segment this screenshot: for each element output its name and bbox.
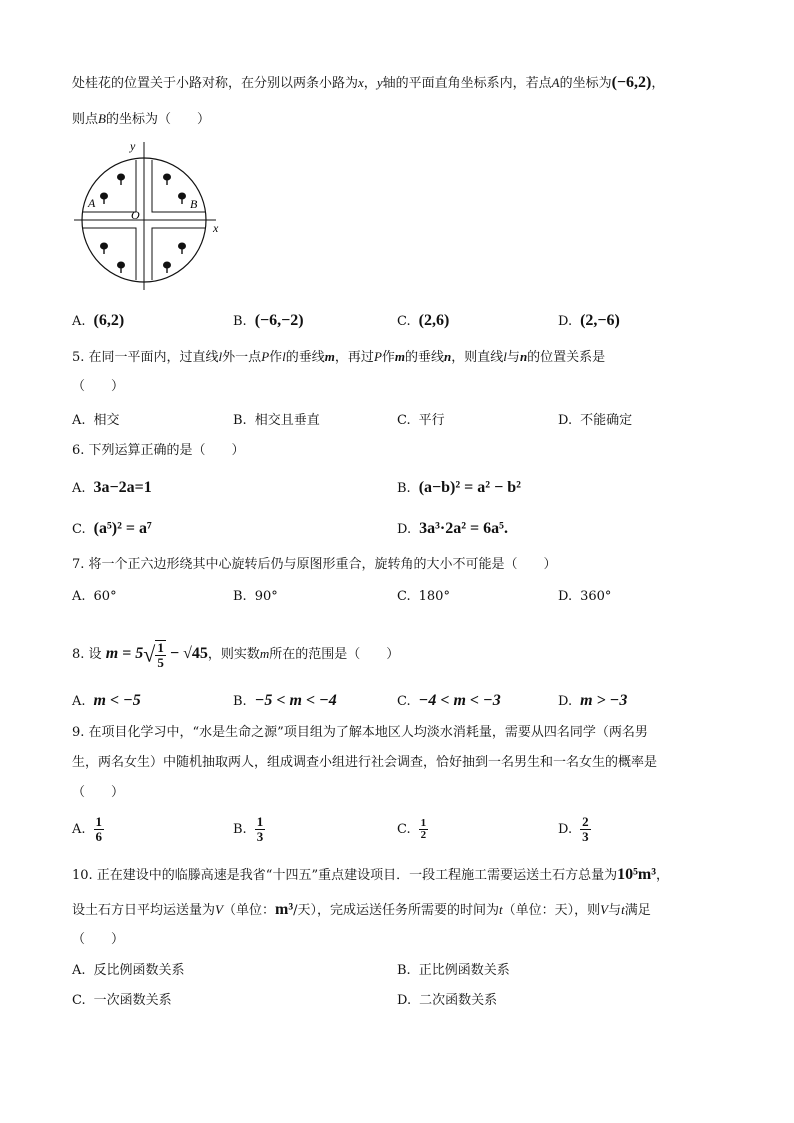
q7-option-b[interactable]: B. 90°: [233, 589, 278, 604]
q4-option-a[interactable]: A. (6,2): [72, 312, 125, 329]
q6-option-d[interactable]: D. 3a³·2a² = 6a⁵.: [397, 520, 508, 537]
q9-option-c[interactable]: C. $\frac{1}{2}$: [397, 817, 427, 841]
x-axis-label: x: [213, 221, 219, 235]
q4-figure: [70, 136, 230, 296]
q5-option-b[interactable]: B. 相交且垂直: [233, 413, 320, 428]
q10-option-a[interactable]: A. 反比例函数关系: [72, 963, 185, 978]
q5-stem-line2: （ ）: [72, 379, 125, 394]
fraction: $\frac{2}{3}$: [582, 814, 589, 844]
tree-icon: [100, 193, 108, 205]
q6-option-a[interactable]: A. 3a−2a=1: [72, 479, 152, 496]
tree-icon: [163, 262, 171, 274]
q10-stem-line1: 10. 正在建设中的临滕高速是我省“十四五”重点建设项目．一段工程施工需要运送土石方总量为10⁵m³，: [72, 866, 670, 883]
tree-icon: [163, 174, 171, 186]
q7-stem: 7. 将一个正六边形绕其中心旋转后仍与原图形重合，旋转角的大小不可能是（ ）: [72, 557, 557, 572]
q4-stem-line2: 则点B的坐标为（ ）: [72, 111, 210, 127]
q9-stem-line1: 9. 在项目化学习中，“水是生命之源”项目组为了解本地区人均淡水消耗量，需要从四名同学（两名男: [72, 725, 648, 740]
q7-option-a[interactable]: A. 60°: [72, 589, 117, 604]
tree-icon: [117, 174, 125, 186]
point-a-label: A: [88, 196, 96, 210]
q9-option-a[interactable]: A. $\frac{1}{6}$: [72, 814, 103, 844]
q8-option-d[interactable]: D. m > −3: [558, 692, 628, 709]
q10-stem-line3: （ ）: [72, 932, 125, 947]
q6-stem: 6. 下列运算正确的是（ ）: [72, 443, 245, 458]
fraction: $\frac{1}{2}$: [420, 817, 427, 841]
tree-icon: [178, 243, 186, 255]
q8-stem: 8. 设 m = 5√ $\frac{1}{5}$ − √45，则实数m所在的范围是（ ）: [72, 639, 400, 670]
q5-stem-line1: 5. 在同一平面内，过直线l外一点P作l的垂线m，再过P作m的垂线n，则直线l与n的位置关系是: [72, 349, 606, 365]
coord-a: (−6,2): [611, 74, 652, 91]
origin-label: O: [131, 208, 140, 222]
q4-option-d[interactable]: D. (2,−6): [558, 312, 620, 329]
sqrt-fraction: $\frac{1}{5}$: [157, 639, 164, 670]
q10-option-d[interactable]: D. 二次函数关系: [397, 993, 498, 1008]
tree-icon: [117, 262, 125, 274]
q8-option-a[interactable]: A. m < −5: [72, 692, 141, 709]
fraction: $\frac{1}{6}$: [95, 814, 103, 844]
q5-option-a[interactable]: A. 相交: [72, 413, 120, 428]
point-b-label: B: [190, 197, 198, 211]
q4-option-c[interactable]: C. (2,6): [397, 312, 450, 329]
q6-option-c[interactable]: C. (a⁵)² = a⁷: [72, 520, 152, 537]
tree-icon: [178, 193, 186, 205]
q6-option-b[interactable]: B. (a−b)² = a² − b²: [397, 479, 521, 496]
tree-icon: [100, 243, 108, 255]
q8-option-b[interactable]: B. −5 < m < −4: [233, 692, 337, 709]
q5-option-d[interactable]: D. 不能确定: [558, 413, 633, 428]
q7-option-c[interactable]: C. 180°: [397, 589, 450, 604]
q9-stem-line3: （ ）: [72, 785, 125, 800]
q4-stem-line1: 处桂花的位置关于小路对称，在分别以两条小路为x，y轴的平面直角坐标系内，若点A的坐标为(−6,2)，: [72, 74, 665, 91]
q9-option-d[interactable]: D. $\frac{2}{3}$: [558, 814, 589, 844]
q10-stem-line2: 设土石方日平均运送量为V（单位：m³/天），完成运送任务所需要的时间为t（单位：天），则V与t满足: [72, 901, 651, 918]
y-axis-label: y: [130, 139, 136, 153]
q8-option-c[interactable]: C. −4 < m < −3: [397, 692, 501, 709]
q9-option-b[interactable]: B. $\frac{1}{3}$: [233, 814, 264, 844]
q10-option-c[interactable]: C. 一次函数关系: [72, 993, 172, 1008]
q5-option-c[interactable]: C. 平行: [397, 413, 445, 428]
q10-option-b[interactable]: B. 正比例函数关系: [397, 963, 510, 978]
q4-option-b[interactable]: B. (−6,−2): [233, 312, 304, 329]
q9-stem-line2: 生，两名女生）中随机抽取两人，组成调查小组进行社会调查，恰好抽到一名男生和一名女生的概率是: [72, 755, 658, 770]
fraction: $\frac{1}{3}$: [256, 814, 264, 844]
q7-option-d[interactable]: D. 360°: [558, 589, 612, 604]
